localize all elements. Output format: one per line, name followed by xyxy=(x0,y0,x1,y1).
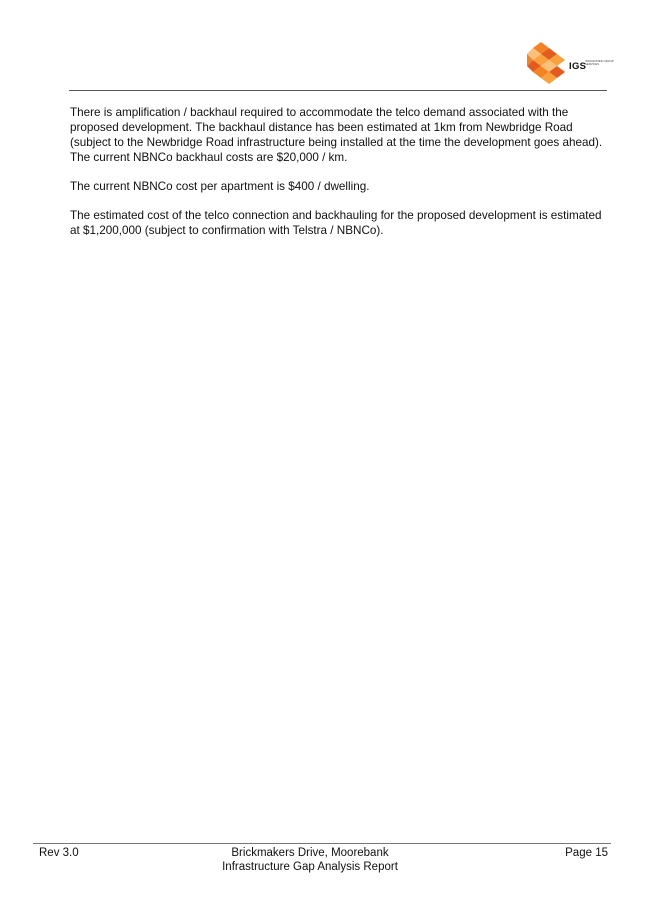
footer-revision: Rev 3.0 xyxy=(39,847,79,859)
logo-tagline: INTEGRATED GROUP SERVICES xyxy=(585,59,614,67)
paragraph-cost-per-apartment: The current NBNCo cost per apartment is $400 / dwelling. xyxy=(70,180,370,193)
paragraph-backhaul: There is amplification / backhaul required to accommodate the telco demand associated with the proposed development. The backhaul distance has been estimated at 1km from Newbridge Road (subject to the Newbridge Road infrastructure being installed at the time the development goes ahead). The current NBNCo backhaul costs are $20,000 / km. xyxy=(70,106,603,164)
footer-project-line1: Brickmakers Drive, Moorebank xyxy=(231,847,389,859)
logo-text: IGS xyxy=(569,61,587,72)
footer-divider xyxy=(33,843,611,844)
footer-project xyxy=(180,846,440,874)
paragraph-estimated-cost: The estimated cost of the telco connection and backhauling for the proposed development is estimated at $1,200,000 (subject to confirmation with Telstra / NBNCo). xyxy=(70,209,602,237)
body-text xyxy=(70,105,610,252)
header-divider xyxy=(69,90,607,91)
footer-page-number: Page 15 xyxy=(565,847,608,859)
footer-project-line2: Infrastructure Gap Analysis Report xyxy=(222,861,398,873)
